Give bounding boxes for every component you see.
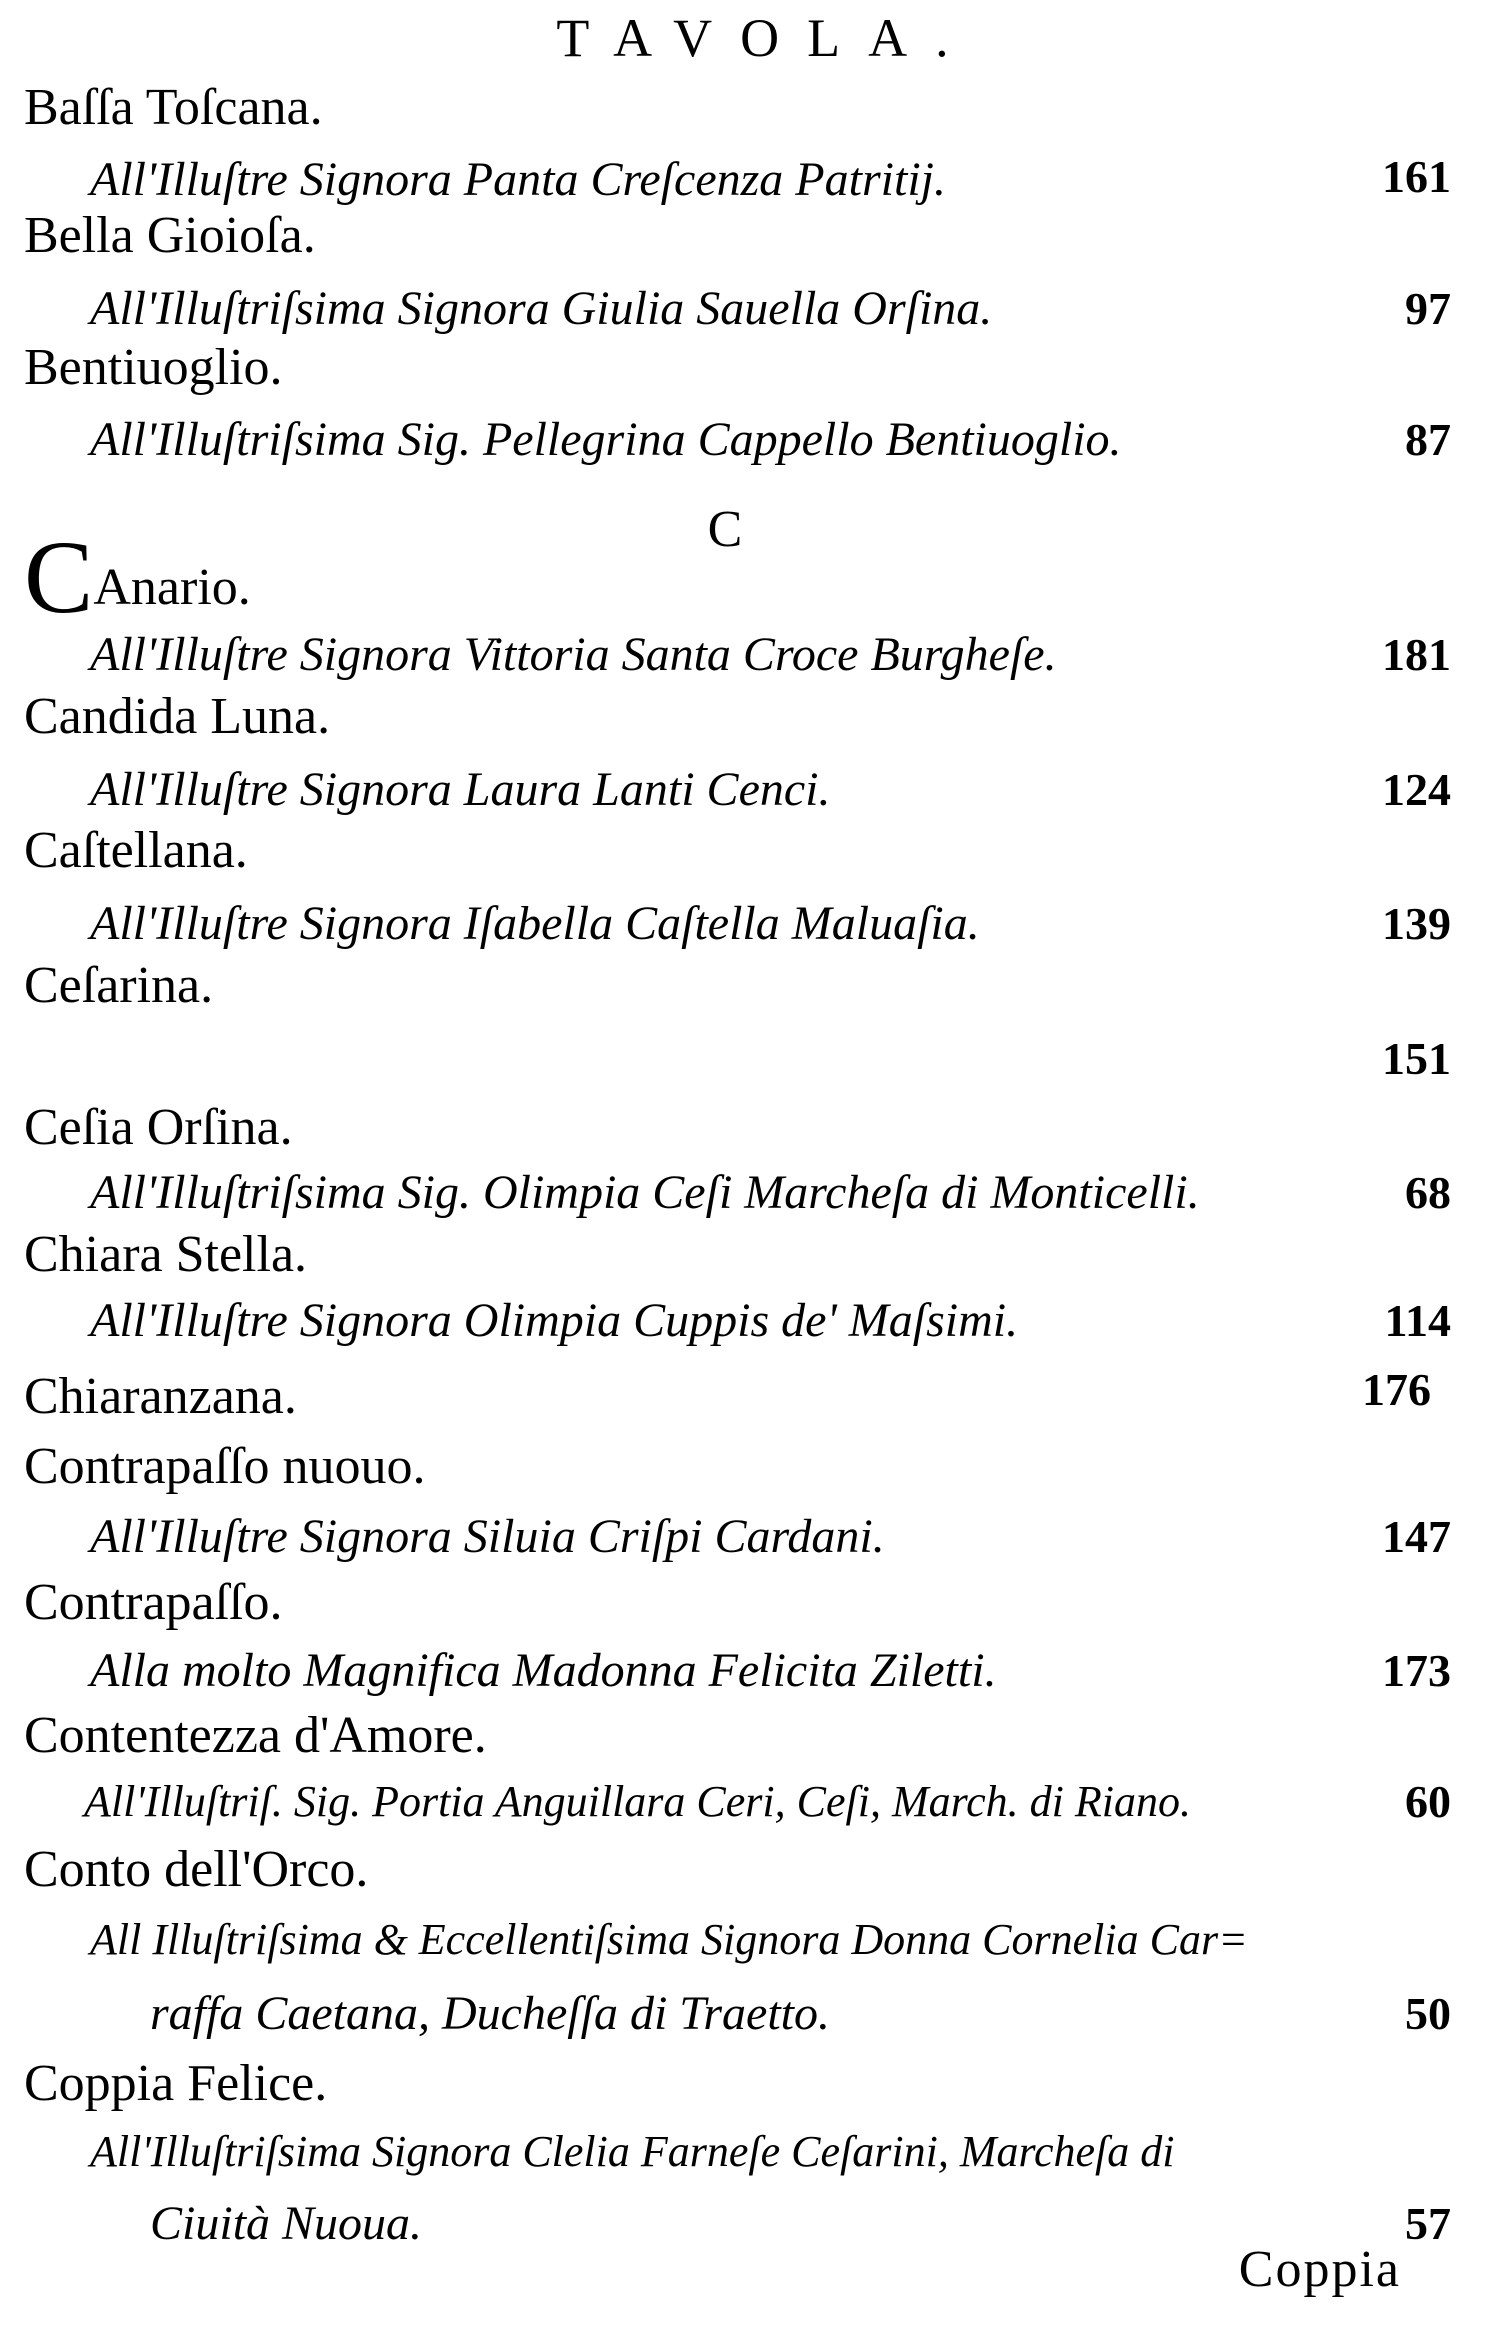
entry-page-number: 181 [1382, 629, 1451, 680]
entry-dedication-continued: raffa Caetana, Ducheſſa di Traetto. [150, 1987, 830, 2040]
entry-dedication: Alla molto Magnifica Madonna Felicita Ziletti. [90, 1644, 997, 1697]
entry-title: Baſſa Toſcana. [24, 79, 323, 136]
entry-title: Ceſia Orſina. [24, 1099, 293, 1156]
entry-dedication: All'Illuſtriſsima Sig. Olimpia Ceſi Marcheſa di Monticelli. [90, 1166, 1200, 1219]
entry-page-number: 68 [1405, 1167, 1451, 1218]
entry-dedication-continued: Ciuità Nuoua. [150, 2197, 423, 2250]
entry-page-number: 124 [1382, 764, 1451, 815]
entry-dedication: All'Illuſtre Signora Iſabella Caſtella Maluaſia. [90, 897, 980, 950]
entry-page-number: 173 [1382, 1645, 1451, 1696]
entry-dedication: All'Illuſtriſsima Sig. Pellegrina Cappello Bentiuoglio. [90, 413, 1122, 466]
entry-title: Contrapaſſo. [24, 1574, 283, 1631]
entry-dedication: All'Illuſtriſ. Sig. Portia Anguillara Ceri, Ceſi, March. di Riano. [84, 1777, 1191, 1826]
entry-page-number: 139 [1382, 898, 1451, 949]
entry-page-number: 147 [1382, 1511, 1451, 1562]
entry-page-number: 176 [1362, 1364, 1431, 1415]
entry-dedication: All'Illuſtre Signora Vittoria Santa Croce Burgheſe. [90, 628, 1057, 681]
entry-page-number: 151 [1382, 1033, 1451, 1084]
entry-title: Coppia Felice. [24, 2055, 328, 2112]
entry-page-number: 97 [1405, 283, 1451, 334]
entry-title: Ceſarina. [24, 957, 214, 1014]
entry-title: Bentiuoglio. [24, 339, 283, 396]
entry-dedication: All'Illuſtriſsima Signora Clelia Farneſe Ceſarini, Marcheſa di [90, 2127, 1175, 2176]
entry-title: Contrapaſſo nuouo. [24, 1438, 426, 1495]
entry-page-number: 57 [1405, 2198, 1451, 2249]
section-letter: C [707, 501, 743, 558]
entry-page-number: 60 [1405, 1776, 1451, 1827]
entry-dedication: All'Illuſtre Signora Siluia Criſpi Cardani. [90, 1510, 885, 1563]
entry-page-number: 87 [1405, 414, 1451, 465]
entry-title: Contentezza d'Amore. [24, 1707, 487, 1764]
entry-dedication: All'Illuſtre Signora Laura Lanti Cenci. [90, 763, 831, 816]
entry-page-number: 50 [1405, 1988, 1451, 2039]
entry-title: Candida Luna. [24, 688, 331, 745]
entry-dedication: All'Illuſtre Signora Olimpia Cuppis de' Maſsimi. [90, 1294, 1019, 1347]
entry-title: Bella Gioioſa. [24, 207, 316, 264]
drop-cap: C [24, 520, 94, 635]
entry-title: Chiaranzana. [24, 1368, 297, 1425]
entry-dedication: All'Illuſtriſsima Signora Giulia Sauella Orſina. [90, 282, 993, 335]
entry-title: Caſtellana. [24, 822, 248, 879]
entry-title: Conto dell'Orco. [24, 1841, 369, 1898]
entry-page-number: 114 [1384, 1295, 1451, 1346]
entry-dedication: All Illuſtriſsima & Eccellentiſsima Signora Donna Cornelia Car= [90, 1915, 1248, 1964]
catchword: Coppia [1238, 2241, 1401, 2298]
entry-dedication: All'Illuſtre Signora Panta Creſcenza Patritij. [90, 153, 946, 206]
entry-title [24, 520, 251, 635]
entry-page-number: 161 [1382, 151, 1451, 202]
entry-title-rest: Anario. [93, 559, 251, 616]
entry-title: Chiara Stella. [24, 1226, 308, 1283]
page-header: TAVOLA. [556, 8, 977, 68]
